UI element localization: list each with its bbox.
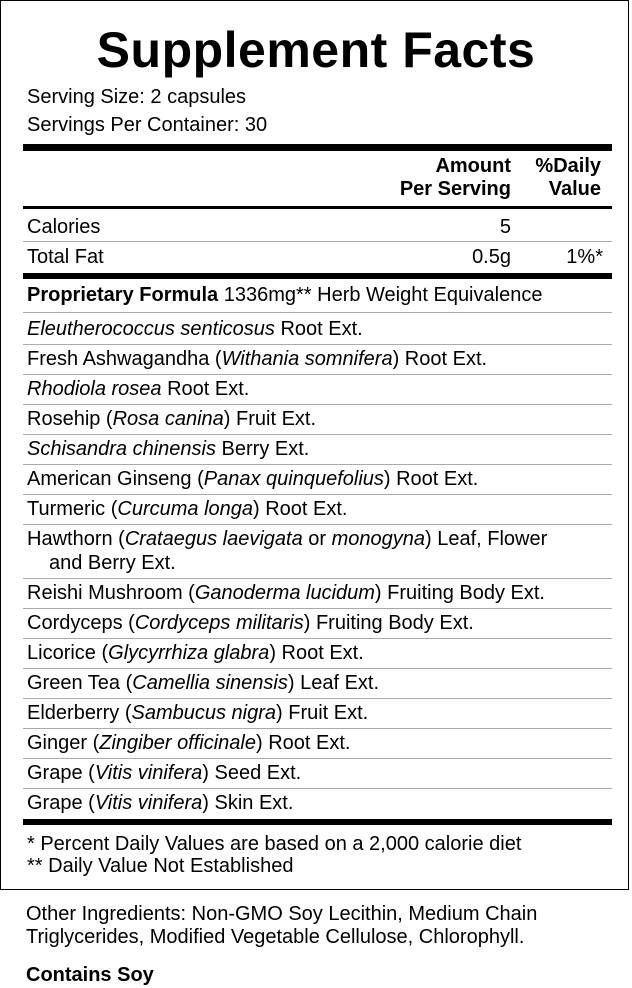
ingredient-common-name: Rosehip ( [27, 408, 113, 430]
ingredient-row [27, 407, 612, 431]
row-divider [23, 698, 612, 699]
ingredient-row [27, 467, 612, 491]
row-divider [23, 344, 612, 345]
amount-header-line2: Per Serving [399, 178, 511, 200]
thick-divider [23, 273, 612, 279]
ingredient-botanical-name: Sambucus nigra [131, 702, 277, 724]
dv-header-line2: Value [548, 178, 601, 200]
ingredient-common-name: Fresh Ashwagandha ( [27, 348, 222, 370]
ingredient-row [27, 701, 612, 725]
ingredient-botanical-name: Eleutherococcus senticosus [27, 318, 275, 340]
ingredient-part: ) Root Ext. [392, 348, 488, 370]
ingredient-botanical-name: Panax quinquefolius [203, 468, 384, 490]
ingredient-row [27, 497, 612, 521]
ingredient-part: ) Root Ext. [383, 468, 479, 490]
ingredient-connector: or [302, 528, 332, 550]
row-divider [23, 312, 612, 313]
ingredient-part: ) Seed Ext. [202, 762, 302, 784]
ingredient-row [27, 731, 612, 755]
ingredient-row [27, 761, 612, 785]
formula-detail: 1336mg** Herb Weight Equivalence [218, 284, 543, 306]
row-divider [23, 524, 612, 525]
thick-divider [23, 144, 612, 151]
ingredient-common-name: Grape ( [27, 762, 95, 784]
ingredient-botanical-name: Crataegus laevigata [124, 528, 303, 550]
row-divider [23, 608, 612, 609]
nutrient-name-total-fat: Total Fat [27, 246, 104, 268]
ingredient-row [27, 377, 612, 401]
other-ingredients: Other Ingredients: Non-GMO Soy Lecithin, Medium Chain Triglycerides, Modified Vegetable Cellulose, Chlorophyll. [26, 903, 538, 948]
row-divider [23, 638, 612, 639]
row-divider [23, 758, 612, 759]
ingredient-part: ) Root Ext. [253, 498, 348, 520]
ingredient-row [27, 437, 612, 461]
amount-header-line1: Amount [435, 155, 511, 177]
ingredient-row [27, 791, 612, 815]
row-divider [23, 494, 612, 495]
ingredient-row [27, 527, 612, 575]
ingredient-part: ) Leaf Ext. [287, 672, 380, 694]
row-divider [23, 374, 612, 375]
footnote-dv-not-established: ** Daily Value Not Established [27, 855, 294, 877]
ingredient-botanical-name: Schisandra chinensis [27, 438, 216, 460]
ingredient-part: Root Ext. [161, 378, 250, 400]
thick-divider [23, 819, 612, 825]
row-divider [23, 241, 612, 242]
ingredient-botanical-name: Cordyceps militaris [134, 612, 304, 634]
ingredient-botanical-name: Rhodiola rosea [27, 378, 162, 400]
nutrient-name-calories: Calories [27, 216, 101, 238]
ingredient-row [27, 611, 612, 635]
servings-per-container: Servings Per Container: 30 [27, 114, 268, 136]
ingredient-botanical-name: Camellia sinensis [132, 672, 288, 694]
ingredient-part: ) Leaf, Flower [425, 528, 548, 550]
ingredient-botanical-name: monogyna [331, 528, 426, 550]
row-divider [23, 464, 612, 465]
ingredient-part: ) Skin Ext. [202, 792, 294, 814]
ingredient-part: ) Fruiting Body Ext. [303, 612, 474, 634]
ingredient-row [27, 317, 612, 341]
ingredient-row [27, 347, 612, 371]
proprietary-formula [27, 283, 542, 307]
formula-name: Proprietary Formula [27, 284, 219, 306]
ingredient-part: ) Fruit Ext. [223, 408, 317, 430]
row-divider [23, 788, 612, 789]
ingredient-common-name: Elderberry ( [27, 702, 132, 724]
ingredient-botanical-name: Glycyrrhiza glabra [108, 642, 270, 664]
row-divider [23, 728, 612, 729]
dv-header-line1: %Daily [535, 155, 601, 177]
row-divider [23, 578, 612, 579]
row-divider [23, 668, 612, 669]
nutrient-amount-total-fat: 0.5g [472, 246, 511, 268]
ingredient-botanical-name: Curcuma longa [117, 498, 253, 520]
panel-title: Supplement Facts [96, 22, 536, 78]
footnote-percent-dv: * Percent Daily Values are based on a 2,000 calorie diet [27, 833, 522, 855]
row-divider [23, 404, 612, 405]
amount-per-serving-header [381, 155, 511, 201]
ingredient-part: ) Fruiting Body Ext. [374, 582, 545, 604]
ingredient-row [27, 671, 612, 695]
nutrient-dv-total-fat: 1%* [566, 246, 603, 268]
ingredient-common-name: American Ginseng ( [27, 468, 204, 490]
row-divider [23, 434, 612, 435]
ingredient-botanical-name: Ganoderma lucidum [194, 582, 375, 604]
ingredient-botanical-name: Zingiber officinale [99, 732, 256, 754]
ingredient-part: ) Root Ext. [269, 642, 364, 664]
ingredient-botanical-name: Vitis vinifera [94, 762, 203, 784]
ingredient-common-name: Turmeric ( [27, 498, 118, 520]
ingredient-botanical-name: Rosa canina [112, 408, 224, 430]
ingredient-botanical-name: Withania somnifera [221, 348, 393, 370]
ingredient-part: ) Root Ext. [256, 732, 351, 754]
ingredient-row [27, 581, 612, 605]
ingredient-continuation: and Berry Ext. [49, 552, 176, 574]
medium-divider [23, 206, 612, 209]
ingredient-common-name: Licorice ( [27, 642, 109, 664]
serving-size: Serving Size: 2 capsules [27, 86, 247, 108]
ingredient-part: Root Ext. [274, 318, 363, 340]
ingredient-part: ) Fruit Ext. [276, 702, 369, 724]
ingredient-common-name: Grape ( [27, 792, 95, 814]
ingredient-common-name: Green Tea ( [27, 672, 133, 694]
ingredient-row [27, 641, 612, 665]
ingredient-common-name: Reishi Mushroom ( [27, 582, 195, 604]
ingredient-common-name: Cordyceps ( [27, 612, 135, 634]
ingredient-common-name: Hawthorn ( [27, 528, 125, 550]
ingredient-part: Berry Ext. [216, 438, 310, 460]
ingredient-common-name: Ginger ( [27, 732, 100, 754]
daily-value-header [516, 155, 601, 201]
ingredient-botanical-name: Vitis vinifera [94, 792, 203, 814]
allergen-statement: Contains Soy [26, 964, 154, 986]
nutrient-amount-calories: 5 [499, 216, 511, 238]
